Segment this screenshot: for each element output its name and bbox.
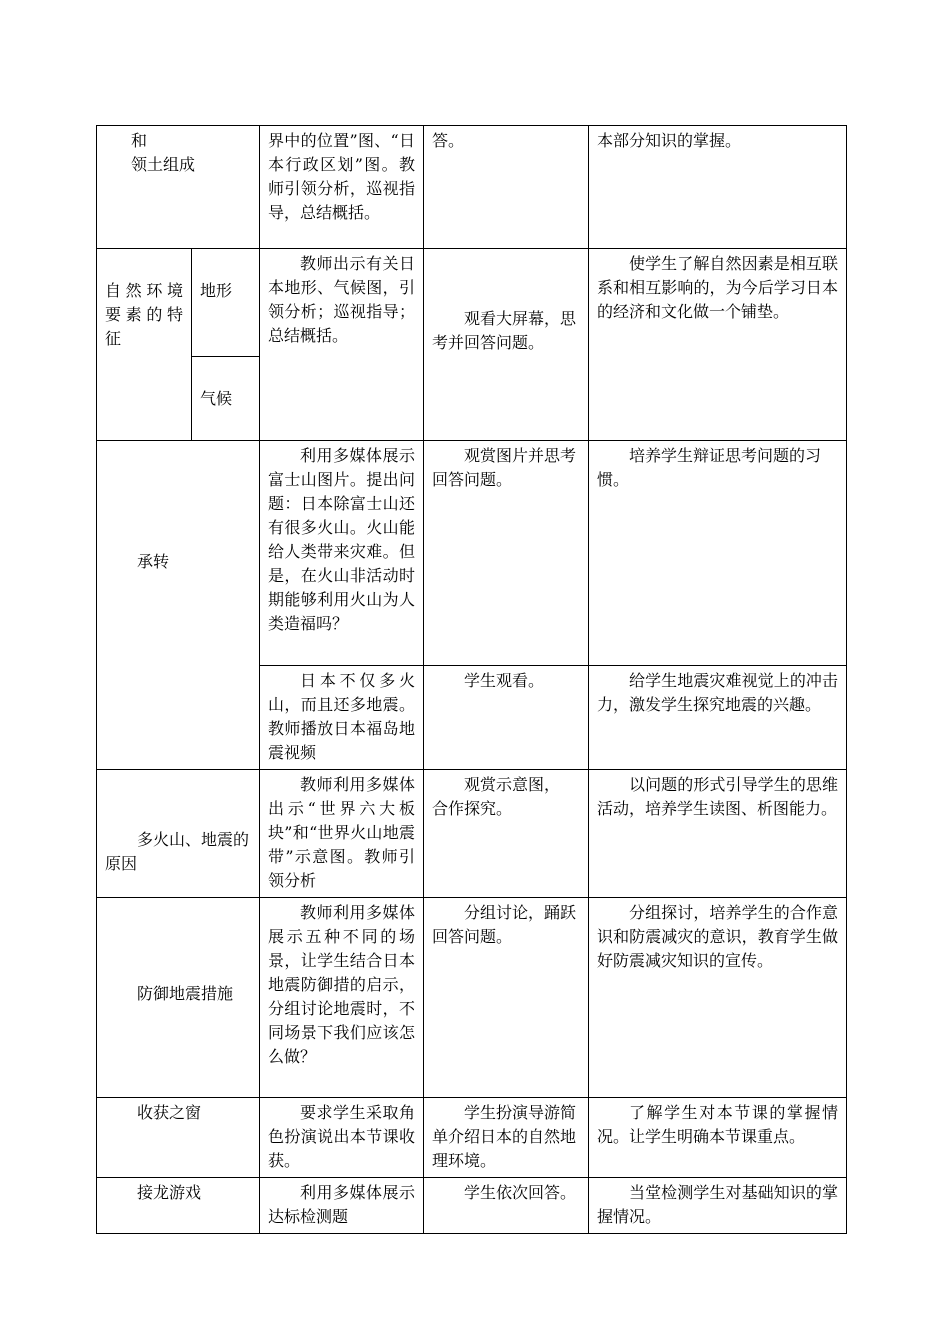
- table-row: [97, 1098, 847, 1178]
- design-purpose-cell: 以问题的形式引导学生的思维活动，培养学生读图、析图能力。: [589, 770, 847, 898]
- table-row: [97, 770, 847, 898]
- table-row: [97, 441, 847, 666]
- student-activity-cell: 学生依次回答。: [424, 1178, 589, 1234]
- sub-stage-cell: 地形: [192, 249, 260, 357]
- teacher-activity-cell: 日本不仅多火山，而且还多地震。教师播放日本福岛地震视频: [260, 666, 424, 770]
- student-activity-cell: 学生观看。: [424, 666, 589, 770]
- stage-cell: 防御地震措施: [97, 898, 260, 1098]
- sub-stage-cell: 气候: [192, 357, 260, 441]
- student-activity-cell: 观赏图片并思考回答问题。: [424, 441, 589, 666]
- student-activity-cell: 学生扮演导游简单介绍日本的自然地理环境。: [424, 1098, 589, 1178]
- design-purpose-cell: 本部分知识的掌握。: [589, 126, 847, 249]
- student-activity-cell: 分组讨论，踊跃回答问题。: [424, 898, 589, 1098]
- stage-cell: 收获之窗: [97, 1098, 260, 1178]
- table-row: [97, 249, 847, 357]
- student-activity-cell: 答。: [424, 126, 589, 249]
- student-activity-cell: 观看大屏幕，思考并回答问题。: [424, 249, 589, 441]
- stage-cell: 多火山、地震的原因: [97, 770, 260, 898]
- stage-cell: 自然环境要素的特征: [97, 249, 192, 441]
- stage-cell: 和 领土组成: [97, 126, 260, 249]
- table-row: [97, 1178, 847, 1234]
- student-activity-cell: 观赏示意图， 合作探究。: [424, 770, 589, 898]
- stage-cell: 承转: [97, 441, 260, 770]
- design-purpose-cell: 了解学生对本节课的掌握情况。让学生明确本节课重点。: [589, 1098, 847, 1178]
- teacher-activity-cell: 教师利用多媒体出示“世界六大板块”和“世界火山地震带”示意图。教师引领分析: [260, 770, 424, 898]
- teacher-activity-cell: 要求学生采取角色扮演说出本节课收获。: [260, 1098, 424, 1178]
- table-row: [97, 126, 847, 249]
- stage-cell: 接龙游戏: [97, 1178, 260, 1234]
- teacher-activity-cell: 教师出示有关日本地形、气候图，引领分析；巡视指导；总结概括。: [260, 249, 424, 441]
- teacher-activity-cell: 界中的位置”图、“日本行政区划”图。教师引领分析，巡视指导，总结概括。: [260, 126, 424, 249]
- teacher-activity-cell: 教师利用多媒体展示五种不同的场景，让学生结合日本地震防御措的启示，分组讨论地震时，不同场景下我们应该怎么做？: [260, 898, 424, 1098]
- design-purpose-cell: 给学生地震灾难视觉上的冲击力，激发学生探究地震的兴趣。: [589, 666, 847, 770]
- table-row: [97, 898, 847, 1098]
- design-purpose-cell: 当堂检测学生对基础知识的掌握情况。: [589, 1178, 847, 1234]
- teacher-activity-cell: 利用多媒体展示达标检测题: [260, 1178, 424, 1234]
- design-purpose-cell: 培养学生辩证思考问题的习惯。: [589, 441, 847, 666]
- teacher-activity-cell: 利用多媒体展示富士山图片。提出问题：日本除富士山还有很多火山。火山能给人类带来灾难。但是，在火山非活动时期能够利用火山为人类造福吗？: [260, 441, 424, 666]
- design-purpose-cell: 使学生了解自然因素是相互联系和相互影响的，为今后学习日本的经济和文化做一个铺垫。: [589, 249, 847, 441]
- design-purpose-cell: 分组探讨，培养学生的合作意识和防震减灾的意识，教育学生做好防震减灾知识的宣传。: [589, 898, 847, 1098]
- lesson-plan-table: [96, 125, 847, 1234]
